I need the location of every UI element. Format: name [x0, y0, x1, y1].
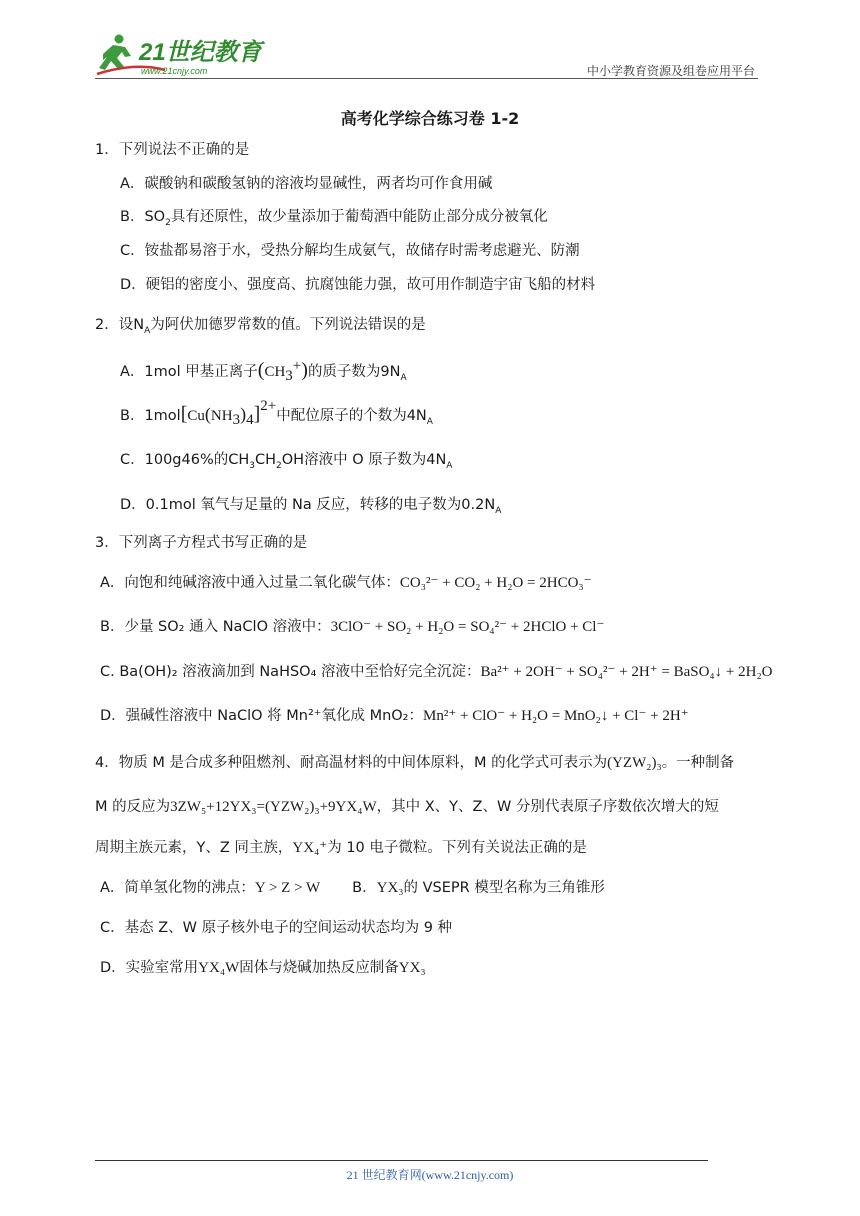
logo-text: 21世纪教育: [139, 39, 262, 66]
q3-option-d: D．强碱性溶液中 NaClO 将 Mn²⁺氧化成 MnO₂：Mn²⁺ + ClO⁻ + H₂O = MnO₂↓ + Cl⁻ + 2H⁺: [100, 708, 689, 724]
page-header: [95, 30, 760, 80]
q1-option-d: D．硬铝的密度小、强度高、抗腐蚀能力强，故可用作制造宇宙飞船的材料: [120, 277, 596, 293]
header-rule: [95, 78, 758, 79]
footer-rule: [95, 1160, 708, 1161]
platform-name: 中小学教育资源及组卷应用平台: [586, 64, 755, 78]
q4-option-a-b: A．简单氢化物的沸点：Y > Z > W B．YX₃的 VSEPR 模型名称为三角锥形: [100, 880, 605, 896]
q1-stem: 1．下列说法不正确的是: [95, 142, 250, 158]
q1-option-a: A．碳酸钠和碳酸氢钠的溶液均显碱性，两者均可作食用碱: [120, 176, 493, 192]
q2-stem: 2．设$N_A$为阿伏加德罗常数的值。下列说法错误的是: [95, 317, 426, 336]
q3-option-a: A．向饱和纯碱溶液中通入过量二氧化碳气体：CO₃²⁻ + CO₂ + H₂O = 2HCO₃⁻: [100, 575, 592, 591]
q1-option-c: C．铵盐都易溶于水，受热分解均生成氨气，故储存时需考虑避光、防潮: [120, 243, 580, 259]
q2-option-b: B．$1mol[Cu(NH_3)_4]^{2+}$中配位原子的个数为$4N_A$: [120, 398, 433, 428]
q3-option-b: B．少量 SO₂ 通入 NaClO 溶液中：3ClO⁻ + SO₂ + H₂O = SO₄²⁻ + 2HClO + Cl⁻: [100, 619, 605, 635]
q4-option-d: D．实验室常用YX₄W固体与烧碱加热反应制备YX₃: [100, 960, 426, 976]
site-logo: [95, 30, 265, 78]
q3-option-c: C. Ba(OH)₂ 溶液滴加到 NaHSO₄ 溶液中至恰好完全沉淀：Ba²⁺ + 2OH⁻ + SO₄²⁻ + 2H⁺ = BaSO₄↓ + 2H₂O: [100, 664, 773, 680]
q3-stem: 3．下列离子方程式书写正确的是: [95, 535, 308, 551]
q4-stem-line3: 周期主族元素，Y、Z 同主族，YX₄⁺为 10 电子微粒。下列有关说法正确的是: [95, 840, 587, 856]
q2-option-d: D．0.1mol 氧气与足量的 Na 反应，转移的电子数为$0.2N_A$: [120, 497, 502, 516]
q4-option-c: C．基态 Z、W 原子核外电子的空间运动状态均为 9 种: [100, 920, 453, 936]
q4-stem-line2: M 的反应为3ZW₅+12YX₃=(YZW₂)₃+9YX₄W，其中 X、Y、Z、W 分别代表原子序数依次增大的短: [95, 799, 719, 815]
footer-text: 21 世纪教育网(www.21cnjy.com): [346, 1168, 514, 1182]
q2-option-a: A．1mol 甲基正离子$(CH_3^+)$的质子数为$9N_A$: [120, 358, 407, 384]
q4-stem-line1: 4．物质 M 是合成多种阻燃剂、耐高温材料的中间体原料，M 的化学式可表示为(YZW₂)₃。一种制备: [95, 755, 735, 771]
q1-option-b: B．$SO_2$具有还原性，故少量添加于葡萄酒中能防止部分成分被氧化: [120, 209, 548, 228]
page-title: 高考化学综合练习卷 1-2: [340, 109, 520, 128]
logo-url: www.21cnjy.com: [141, 66, 208, 76]
q2-option-c: C．100g46%的$CH_3CH_2OH$溶液中 O 原子数为$4N_A$: [120, 452, 453, 471]
